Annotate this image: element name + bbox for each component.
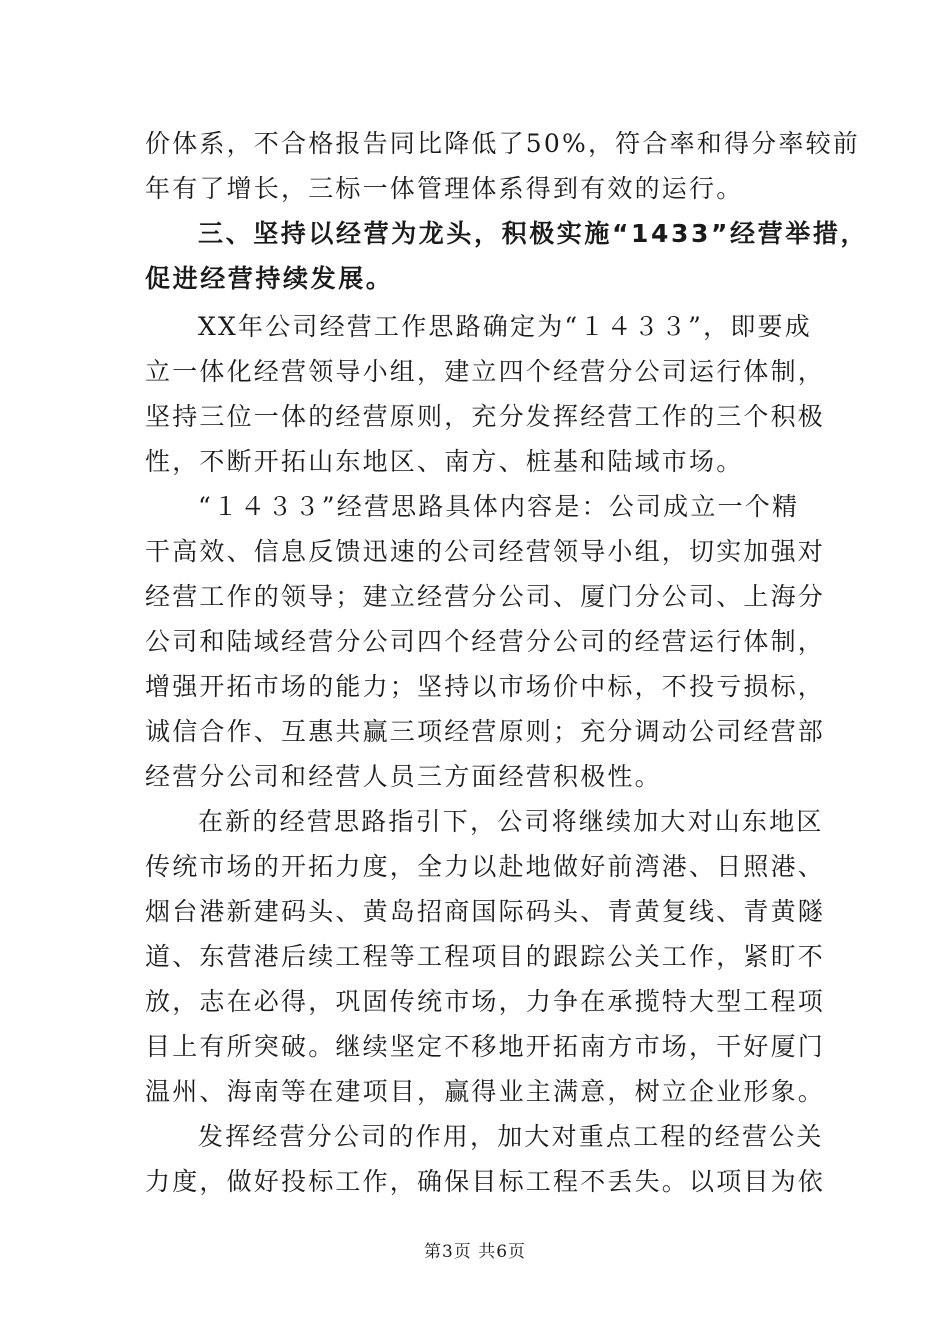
body-line: 传统市场的开拓力度，全力以赴地做好前湾港、日照港、 [145, 852, 826, 881]
body-line: 增强开拓市场的能力；坚持以市场价中标，不投亏损标， [145, 672, 826, 701]
body-line: 性，不断开拓山东地区、南方、桩基和陆域市场。 [145, 447, 744, 476]
body-line: 经营工作的领导；建立经营分公司、厦门分公司、上海分 [145, 582, 826, 611]
body-line: 立一体化经营领导小组，建立四个经营分公司运行体制， [145, 357, 826, 386]
body-line: 坚持三位一体的经营原则，充分发挥经营工作的三个积极 [145, 402, 826, 431]
body-line: 目上有所突破。继续坚定不移地开拓南方市场，干好厦门 [145, 1032, 826, 1061]
page-number-footer: 第3页 共6页 [423, 1242, 527, 1262]
body-line: 道、东营港后续工程等工程项目的跟踪公关工作，紧盯不 [145, 942, 826, 971]
body-line: XX年公司经营工作思路确定为“１４３３”，即要成 [198, 312, 812, 341]
body-line: 烟台港新建码头、黄岛招商国际码头、青黄复线、青黄隧 [145, 897, 826, 926]
body-line: 温州、海南等在建项目，赢得业主满意，树立企业形象。 [145, 1077, 826, 1106]
body-line: 价体系，不合格报告同比降低了50%，符合率和得分率较前 [145, 129, 860, 158]
section-heading: 促进经营持续发展。 [145, 264, 394, 293]
section-heading: 三、坚持以经营为龙头，积极实施“1433”经营举措， [198, 219, 869, 248]
body-line: 公司和陆域经营分公司四个经营分公司的经营运行体制， [145, 627, 826, 656]
body-line: 发挥经营分公司的作用，加大对重点工程的经营公关 [198, 1122, 824, 1151]
body-line: 年有了增长，三标一体管理体系得到有效的运行。 [145, 174, 744, 203]
body-line: 力度，做好投标工作，确保目标工程不丢失。以项目为依 [145, 1167, 826, 1196]
body-line: 干高效、信息反馈迅速的公司经营领导小组，切实加强对 [145, 537, 826, 566]
body-line: 经营分公司和经营人员三方面经营积极性。 [145, 762, 662, 791]
body-line: “１４３３”经营思路具体内容是：公司成立一个精 [198, 492, 800, 521]
body-line: 放，志在必得，巩固传统市场，力争在承揽特大型工程项 [145, 987, 826, 1016]
body-line: 在新的经营思路指引下，公司将继续加大对山东地区 [198, 807, 824, 836]
body-line: 诚信合作、互惠共赢三项经营原则；充分调动公司经营部 [145, 717, 826, 746]
